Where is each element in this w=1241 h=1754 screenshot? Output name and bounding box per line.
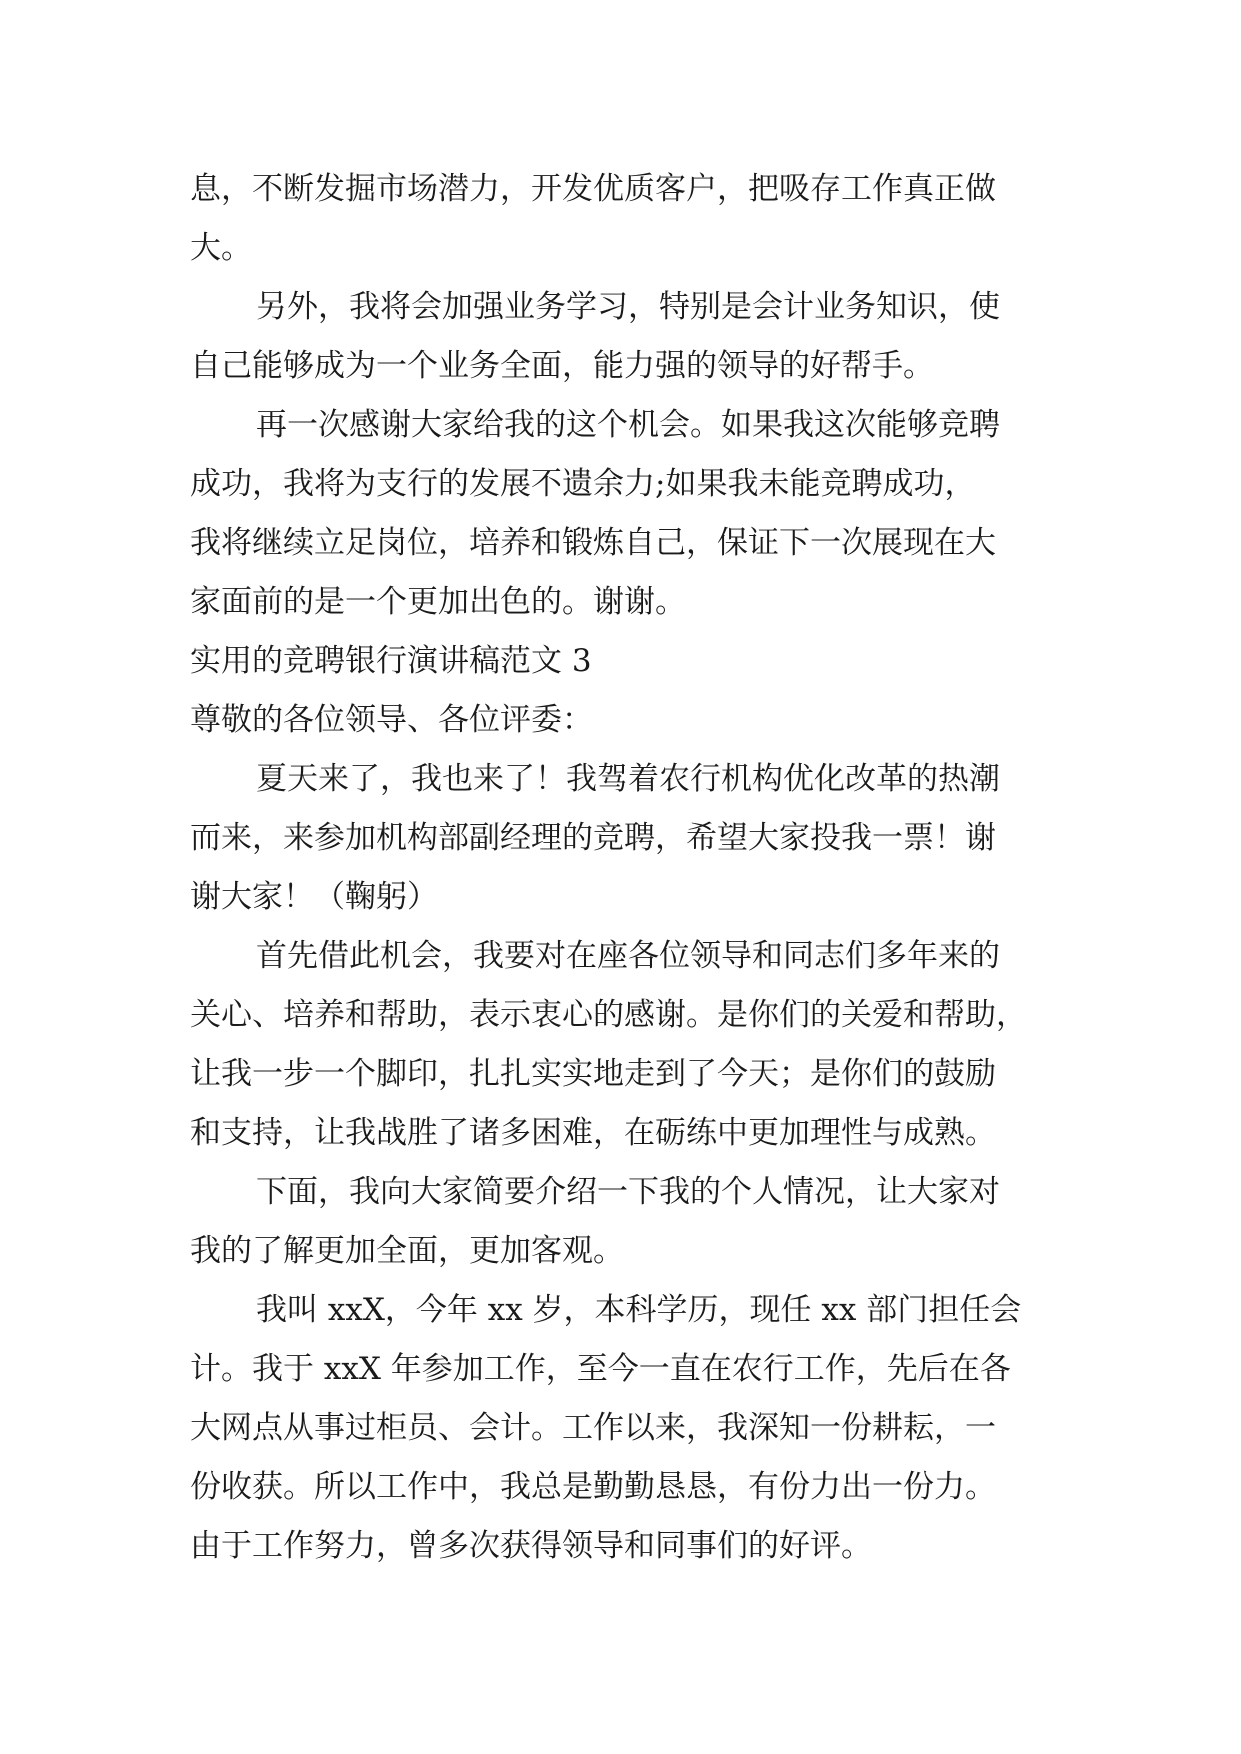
text-line: 下面，我向大家简要介绍一下我的个人情况，让大家对 — [256, 1174, 1000, 1210]
section-heading: 实用的竞聘银行演讲稿范文 3 — [190, 643, 592, 679]
text-line: 大。 — [190, 230, 252, 266]
text-line: 让我一步一个脚印，扎扎实实地走到了今天；是你们的鼓励 — [190, 1056, 996, 1092]
text-line: 成功，我将为支行的发展不遗余力;如果我未能竞聘成功， — [190, 466, 976, 502]
text-line: 由于工作努力，曾多次获得领导和同事们的好评。 — [190, 1528, 872, 1564]
text-line: 夏天来了，我也来了！我驾着农行机构优化改革的热潮 — [256, 761, 1000, 797]
text-line: 再一次感谢大家给我的这个机会。如果我这次能够竞聘 — [256, 407, 1000, 443]
text-line: 自己能够成为一个业务全面，能力强的领导的好帮手。 — [190, 348, 934, 384]
text-line: 关心、培养和帮助，表示衷心的感谢。是你们的关爱和帮助， — [190, 997, 1027, 1033]
text-line: 家面前的是一个更加出色的。谢谢。 — [190, 584, 686, 620]
text-line: 和支持，让我战胜了诸多困难，在砺练中更加理性与成熟。 — [190, 1115, 996, 1151]
text-line: 息，不断发掘市场潜力，开发优质客户，把吸存工作真正做 — [190, 171, 996, 207]
text-line: 大网点从事过柜员、会计。工作以来，我深知一份耕耘，一 — [190, 1410, 996, 1446]
text-line: 我将继续立足岗位，培养和锻炼自己，保证下一次展现在大 — [190, 525, 996, 561]
salutation: 尊敬的各位领导、各位评委： — [190, 702, 593, 738]
text-line: 份收获。所以工作中，我总是勤勤恳恳，有份力出一份力。 — [190, 1469, 996, 1505]
text-line: 我叫 xxX，今年 xx 岁，本科学历，现任 xx 部门担任会 — [256, 1292, 1022, 1328]
text-line: 我的了解更加全面，更加客观。 — [190, 1233, 624, 1269]
text-line: 首先借此机会，我要对在座各位领导和同志们多年来的 — [256, 938, 1000, 974]
text-line: 谢大家！（鞠躬） — [190, 879, 438, 915]
document-body — [190, 160, 1070, 1576]
text-line: 而来，来参加机构部副经理的竞聘，希望大家投我一票！谢 — [190, 820, 996, 856]
text-line: 计。我于 xxX 年参加工作，至今一直在农行工作，先后在各 — [190, 1351, 1011, 1387]
text-line: 另外，我将会加强业务学习，特别是会计业务知识，使 — [256, 289, 1000, 325]
